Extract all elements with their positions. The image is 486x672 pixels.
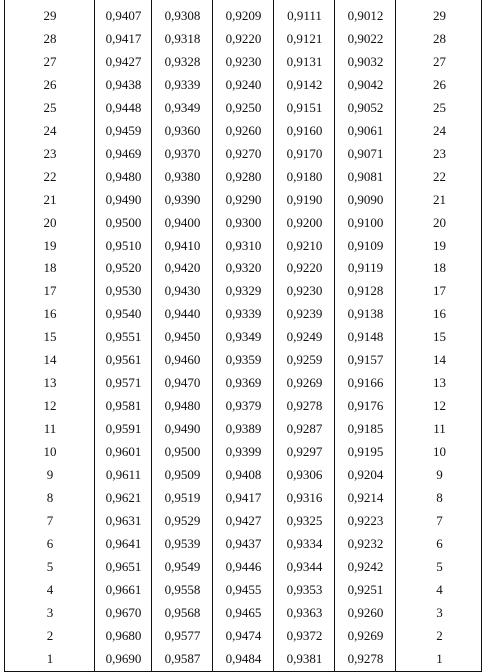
value-col-2: 0,9349: [164, 99, 201, 115]
value-col-5: 0,9022: [347, 30, 384, 46]
value-col-5: 0,9138: [347, 306, 384, 322]
value-col-4: 0,9278: [286, 398, 323, 414]
value-col-3: 0,9474: [225, 627, 262, 643]
row-number-right: 23: [433, 145, 446, 161]
value-col-3: 0,9290: [225, 191, 262, 207]
value-col-2: 0,9509: [164, 467, 201, 482]
value-col-2: 0,9558: [164, 581, 201, 597]
row-number-left: 11: [43, 421, 57, 437]
value-col-1: 0,9661: [105, 581, 142, 597]
table-row: [5, 440, 481, 463]
value-col-3: 0,9369: [225, 375, 262, 391]
value-col-5: 0,9260: [347, 604, 384, 620]
row-number-right: 7: [436, 512, 443, 528]
value-col-1: 0,9651: [105, 558, 142, 574]
row-number-right: 21: [433, 191, 446, 207]
row-number-right: 5: [436, 558, 443, 574]
value-col-5: 0,9242: [347, 558, 384, 574]
row-number-left: 13: [43, 375, 57, 391]
value-col-3: 0,9427: [225, 512, 262, 528]
value-col-1: 0,9407: [105, 8, 142, 23]
row-number-left: 26: [43, 76, 57, 92]
row-number-right: 9: [436, 467, 443, 482]
data-table: [4, 0, 482, 672]
value-col-1: 0,9680: [105, 627, 142, 643]
value-col-5: 0,9214: [347, 489, 384, 505]
value-col-2: 0,9339: [164, 76, 201, 92]
value-col-4: 0,9353: [286, 581, 323, 597]
row-number-left: 25: [43, 99, 57, 115]
row-number-right: 8: [436, 489, 443, 505]
value-col-4: 0,9372: [286, 627, 323, 643]
row-number-left: 7: [46, 512, 54, 528]
row-number-left: 4: [46, 581, 54, 597]
value-col-2: 0,9420: [164, 260, 201, 276]
value-col-5: 0,9232: [347, 535, 384, 551]
value-col-4: 0,9111: [287, 8, 322, 23]
table-row: [5, 211, 481, 234]
table-row: [5, 302, 481, 325]
value-col-5: 0,9157: [347, 352, 384, 368]
row-number-left: 21: [43, 191, 57, 207]
value-col-5: 0,9195: [347, 444, 384, 460]
row-number-right: 13: [433, 375, 446, 391]
value-col-4: 0,9316: [286, 489, 323, 505]
value-col-4: 0,9297: [286, 444, 323, 460]
row-number-right: 16: [433, 306, 446, 322]
value-col-5: 0,9128: [347, 283, 384, 299]
value-col-5: 0,9148: [347, 329, 384, 345]
table-row: [5, 417, 481, 440]
value-col-3: 0,9484: [225, 650, 262, 666]
value-col-5: 0,9081: [347, 168, 384, 184]
value-col-1: 0,9510: [105, 237, 142, 253]
row-number-right: 20: [433, 214, 446, 230]
row-number-left: 12: [43, 398, 57, 414]
value-col-2: 0,9529: [164, 512, 201, 528]
value-col-1: 0,9469: [105, 145, 142, 161]
value-col-2: 0,9380: [164, 168, 201, 184]
row-number-left: 9: [46, 467, 54, 482]
value-col-4: 0,9220: [286, 260, 323, 276]
value-col-4: 0,9170: [286, 145, 323, 161]
value-col-2: 0,9587: [164, 650, 201, 666]
value-col-5: 0,9185: [347, 421, 384, 437]
value-col-5: 0,9090: [347, 191, 384, 207]
value-col-1: 0,9520: [105, 260, 142, 276]
value-col-2: 0,9360: [164, 122, 201, 138]
row-number-left: 24: [43, 122, 57, 138]
row-number-right: 1: [436, 650, 443, 666]
value-col-5: 0,9109: [347, 237, 384, 253]
value-col-1: 0,9601: [105, 444, 142, 460]
row-number-right: 25: [433, 99, 446, 115]
value-col-2: 0,9519: [164, 489, 201, 505]
value-col-3: 0,9389: [225, 421, 262, 437]
table-row: [5, 624, 481, 647]
value-col-1: 0,9621: [105, 489, 142, 505]
table-row: [5, 279, 481, 302]
value-col-1: 0,9448: [105, 99, 142, 115]
value-col-1: 0,9438: [105, 76, 142, 92]
value-col-3: 0,9339: [225, 306, 262, 322]
value-col-2: 0,9410: [164, 237, 201, 253]
value-col-4: 0,9160: [286, 122, 323, 138]
value-col-1: 0,9611: [105, 467, 142, 482]
value-col-3: 0,9455: [225, 581, 262, 597]
row-number-left: 28: [43, 30, 57, 46]
table-row: [5, 119, 481, 142]
value-col-2: 0,9440: [164, 306, 201, 322]
value-col-1: 0,9459: [105, 122, 142, 138]
row-number-right: 10: [433, 444, 446, 460]
value-col-2: 0,9500: [164, 444, 201, 460]
value-col-3: 0,9437: [225, 535, 262, 551]
value-col-3: 0,9417: [225, 489, 262, 505]
table-row: [5, 4, 481, 27]
table-row: [5, 50, 481, 73]
table-row: [5, 578, 481, 601]
value-col-5: 0,9012: [347, 8, 384, 23]
row-number-right: 29: [433, 8, 446, 23]
value-col-5: 0,9251: [347, 581, 384, 597]
value-col-4: 0,9334: [286, 535, 323, 551]
table-row: [5, 601, 481, 624]
value-col-3: 0,9320: [225, 260, 262, 276]
row-number-right: 6: [436, 535, 443, 551]
value-col-5: 0,9042: [347, 76, 384, 92]
value-col-5: 0,9052: [347, 99, 384, 115]
value-col-5: 0,9100: [347, 214, 384, 230]
value-col-1: 0,9581: [105, 398, 142, 414]
value-col-2: 0,9460: [164, 352, 201, 368]
value-col-5: 0,9071: [347, 145, 384, 161]
value-col-3: 0,9310: [225, 237, 262, 253]
value-col-4: 0,9249: [286, 329, 323, 345]
row-number-left: 29: [43, 8, 57, 23]
value-col-4: 0,9363: [286, 604, 323, 620]
table-row: [5, 463, 481, 486]
value-col-4: 0,9200: [286, 214, 323, 230]
table-row: [5, 188, 481, 211]
row-number-left: 8: [46, 489, 54, 505]
value-col-2: 0,9568: [164, 604, 201, 620]
value-col-2: 0,9308: [164, 8, 201, 23]
table-row: [5, 348, 481, 371]
value-col-4: 0,9121: [286, 30, 323, 46]
table-row: [5, 371, 481, 394]
row-number-left: 18: [43, 260, 57, 276]
value-col-3: 0,9399: [225, 444, 262, 460]
value-col-3: 0,9349: [225, 329, 262, 345]
table-row: [5, 27, 481, 50]
row-number-right: 15: [433, 329, 446, 345]
value-col-1: 0,9631: [105, 512, 142, 528]
value-col-3: 0,9408: [225, 467, 262, 482]
row-number-left: 27: [43, 53, 57, 69]
value-col-5: 0,9166: [347, 375, 384, 391]
table-row: [5, 555, 481, 578]
value-col-5: 0,9278: [347, 650, 384, 666]
value-col-1: 0,9427: [105, 53, 142, 69]
row-number-left: 6: [46, 535, 54, 551]
table-row: [5, 394, 481, 417]
value-col-1: 0,9571: [105, 375, 142, 391]
value-col-4: 0,9180: [286, 168, 323, 184]
row-number-right: 14: [433, 352, 446, 368]
row-number-right: 18: [433, 260, 446, 276]
table-row: [5, 325, 481, 348]
value-col-3: 0,9240: [225, 76, 262, 92]
row-number-left: 17: [43, 283, 57, 299]
value-col-5: 0,9176: [347, 398, 384, 414]
value-col-4: 0,9259: [286, 352, 323, 368]
value-col-1: 0,9417: [105, 30, 142, 46]
value-col-3: 0,9209: [225, 8, 262, 23]
table-row: [5, 96, 481, 119]
value-col-5: 0,9269: [347, 627, 384, 643]
row-number-right: 12: [433, 398, 446, 414]
value-col-4: 0,9306: [286, 467, 323, 482]
value-col-2: 0,9430: [164, 283, 201, 299]
value-col-3: 0,9280: [225, 168, 262, 184]
row-number-right: 3: [436, 604, 443, 620]
value-col-4: 0,9239: [286, 306, 323, 322]
value-col-3: 0,9260: [225, 122, 262, 138]
value-col-1: 0,9670: [105, 604, 142, 620]
table-row: [5, 486, 481, 509]
value-col-2: 0,9450: [164, 329, 201, 345]
row-number-left: 15: [43, 329, 57, 345]
row-number-left: 23: [43, 145, 57, 161]
row-number-right: 11: [433, 421, 446, 437]
value-col-2: 0,9549: [164, 558, 201, 574]
value-col-1: 0,9690: [105, 650, 142, 666]
value-col-4: 0,9325: [286, 512, 323, 528]
value-col-5: 0,9061: [347, 122, 384, 138]
value-col-2: 0,9370: [164, 145, 201, 161]
table-row: [5, 532, 481, 555]
value-col-3: 0,9359: [225, 352, 262, 368]
value-col-3: 0,9250: [225, 99, 262, 115]
value-col-4: 0,9344: [286, 558, 323, 574]
value-col-3: 0,9230: [225, 53, 262, 69]
row-number-left: 16: [43, 306, 57, 322]
value-col-2: 0,9328: [164, 53, 201, 69]
row-number-right: 22: [433, 168, 446, 184]
value-col-5: 0,9223: [347, 512, 384, 528]
row-number-right: 26: [433, 76, 446, 92]
value-col-1: 0,9551: [105, 329, 142, 345]
value-col-1: 0,9530: [105, 283, 142, 299]
value-col-1: 0,9490: [105, 191, 142, 207]
row-number-right: 17: [433, 283, 446, 299]
table-row: [5, 234, 481, 257]
value-col-1: 0,9540: [105, 306, 142, 322]
value-col-2: 0,9577: [164, 627, 201, 643]
row-number-left: 2: [46, 627, 54, 643]
value-col-3: 0,9329: [225, 283, 262, 299]
row-number-right: 28: [433, 30, 446, 46]
row-number-right: 24: [433, 122, 446, 138]
value-col-3: 0,9379: [225, 398, 262, 414]
value-col-2: 0,9539: [164, 535, 201, 551]
value-col-2: 0,9318: [164, 30, 201, 46]
table-row: [5, 647, 481, 670]
value-col-1: 0,9480: [105, 168, 142, 184]
row-number-right: 19: [433, 237, 446, 253]
value-col-5: 0,9119: [347, 260, 384, 276]
value-col-2: 0,9400: [164, 214, 201, 230]
value-col-5: 0,9032: [347, 53, 384, 69]
value-col-2: 0,9470: [164, 375, 201, 391]
row-number-left: 19: [43, 237, 57, 253]
value-col-2: 0,9490: [164, 421, 201, 437]
value-col-3: 0,9300: [225, 214, 262, 230]
value-col-4: 0,9269: [286, 375, 323, 391]
row-number-right: 27: [433, 53, 446, 69]
row-number-left: 10: [43, 444, 57, 460]
row-number-left: 20: [43, 214, 57, 230]
value-col-4: 0,9287: [286, 421, 323, 437]
value-col-5: 0,9204: [347, 467, 384, 482]
value-col-3: 0,9220: [225, 30, 262, 46]
row-number-left: 3: [46, 604, 54, 620]
table-row: [5, 73, 481, 96]
value-col-3: 0,9270: [225, 145, 262, 161]
value-col-4: 0,9131: [286, 53, 323, 69]
value-col-4: 0,9381: [286, 650, 323, 666]
table-row: [5, 165, 481, 188]
row-number-left: 1: [46, 650, 54, 666]
row-number-right: 4: [436, 581, 443, 597]
value-col-4: 0,9230: [286, 283, 323, 299]
row-number-left: 14: [43, 352, 57, 368]
table-row: [5, 256, 481, 279]
value-col-2: 0,9390: [164, 191, 201, 207]
value-col-3: 0,9465: [225, 604, 262, 620]
value-col-3: 0,9446: [225, 558, 262, 574]
value-col-4: 0,9142: [286, 76, 323, 92]
row-number-left: 22: [43, 168, 57, 184]
value-col-1: 0,9591: [105, 421, 142, 437]
row-number-left: 5: [46, 558, 54, 574]
value-col-2: 0,9480: [164, 398, 201, 414]
table-row: [5, 142, 481, 165]
value-col-1: 0,9500: [105, 214, 142, 230]
row-number-right: 2: [436, 627, 443, 643]
table-row: [5, 509, 481, 532]
value-col-4: 0,9190: [286, 191, 323, 207]
value-col-1: 0,9641: [105, 535, 142, 551]
value-col-1: 0,9561: [105, 352, 142, 368]
value-col-4: 0,9151: [286, 99, 323, 115]
value-col-4: 0,9210: [286, 237, 323, 253]
